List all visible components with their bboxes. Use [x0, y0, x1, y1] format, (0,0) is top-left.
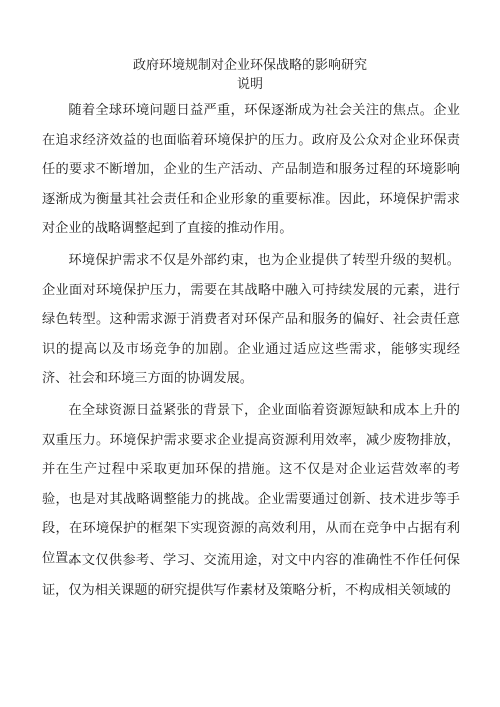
- paragraph-3: 在全球资源日益紧张的背景下，企业面临着资源短缺和成本上升的双重压力。环境保护需求要求企业提高资源利用效率，减少废物排放，并在生产过程中采取更加环保的措施。这不仅是对企业运营效率的考验，也是对其战略调整能力的挑战。企业需要通过创新、技术进步等手段，在环境保护的框架下实现资源的高效利用，从而在竞争中占据有利位置。: [42, 403, 460, 566]
- paragraph-1: 随着全球环境问题日益严重，环保逐渐成为社会关注的焦点。企业在追求经济效益的也面临着环境保护的压力。政府及公众对企业环保责任的要求不断增加，企业的生产活动、产品制造和服务过程的环境影响逐渐成为衡量其社会责任和企业形象的重要标准。因此，环境保护需求对企业的战略调整起到了直接的推动作用。: [42, 103, 460, 236]
- paragraph-2: 环境保护需求不仅是外部约束，也为企业提供了转型升级的契机。企业面对环境保护压力，需要在其战略中融入可持续发展的元素，进行绿色转型。这种需求源于消费者对环保产品和服务的偏好、社会责任意识的提高以及市场竞争的加剧。企业通过适应这些需求，能够实现经济、社会和环境三方面的协调发展。: [42, 253, 460, 386]
- paragraph-4: 本文仅供参考、学习、交流用途，对文中内容的准确性不作任何保证，仅为相关课题的研究提供写作素材及策略分析，不构成相关领域的: [42, 553, 460, 598]
- document-subtitle: 说明: [236, 77, 263, 92]
- document-title: 政府环境规制对企业环保战略的影响研究: [132, 58, 367, 73]
